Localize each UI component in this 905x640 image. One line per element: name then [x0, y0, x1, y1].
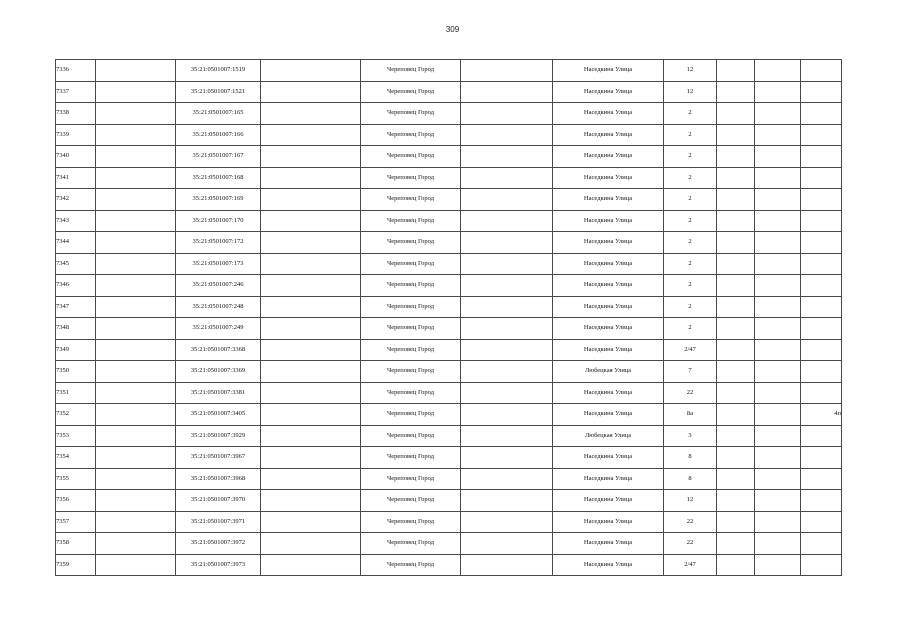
- premises-number-cell: [801, 146, 842, 168]
- cadastral-number-cell: 35:21:0501007:3973: [176, 554, 261, 576]
- city-cell: Череповец Город: [361, 382, 461, 404]
- empty-cell: [755, 146, 801, 168]
- street-cell: Наседкина Улица: [553, 318, 664, 340]
- house-number-cell: 2: [664, 296, 717, 318]
- empty-cell: [261, 103, 361, 125]
- table-row: [56, 533, 842, 555]
- table-row: [56, 490, 842, 512]
- empty-cell: [261, 275, 361, 297]
- street-cell: Наседкина Улица: [553, 60, 664, 82]
- record-number-cell: 7355: [56, 468, 96, 490]
- empty-cell: [261, 404, 361, 426]
- city-cell: Череповец Город: [361, 253, 461, 275]
- empty-cell: [261, 253, 361, 275]
- empty-cell: [96, 533, 176, 555]
- city-cell: Череповец Город: [361, 404, 461, 426]
- record-number-cell: 7341: [56, 167, 96, 189]
- street-cell: Наседкина Улица: [553, 554, 664, 576]
- empty-cell: [96, 490, 176, 512]
- city-cell: Череповец Город: [361, 296, 461, 318]
- record-number-cell: 7344: [56, 232, 96, 254]
- empty-cell: [261, 339, 361, 361]
- empty-cell: [261, 490, 361, 512]
- empty-cell: [717, 167, 755, 189]
- cadastral-number-cell: 35:21:0501007:3405: [176, 404, 261, 426]
- empty-cell: [261, 468, 361, 490]
- empty-cell: [261, 425, 361, 447]
- premises-number-cell: [801, 103, 842, 125]
- empty-cell: [717, 103, 755, 125]
- table-row: [56, 554, 842, 576]
- street-cell: Наседкина Улица: [553, 275, 664, 297]
- house-number-cell: 8: [664, 447, 717, 469]
- street-cell: Наседкина Улица: [553, 81, 664, 103]
- table-row: [56, 425, 842, 447]
- empty-cell: [717, 189, 755, 211]
- street-cell: Наседкина Улица: [553, 189, 664, 211]
- empty-cell: [755, 382, 801, 404]
- premises-number-cell: [801, 511, 842, 533]
- city-cell: Череповец Город: [361, 339, 461, 361]
- empty-cell: [461, 189, 553, 211]
- empty-cell: [755, 318, 801, 340]
- premises-number-cell: [801, 490, 842, 512]
- empty-cell: [755, 361, 801, 383]
- street-cell: Наседкина Улица: [553, 339, 664, 361]
- house-number-cell: 22: [664, 511, 717, 533]
- street-cell: Наседкина Улица: [553, 533, 664, 555]
- empty-cell: [717, 447, 755, 469]
- empty-cell: [461, 490, 553, 512]
- city-cell: Череповец Город: [361, 490, 461, 512]
- premises-number-cell: [801, 296, 842, 318]
- empty-cell: [96, 210, 176, 232]
- table-row: [56, 275, 842, 297]
- record-number-cell: 7354: [56, 447, 96, 469]
- cadastral-number-cell: 35:21:0501007:3971: [176, 511, 261, 533]
- table-row: [56, 318, 842, 340]
- house-number-cell: 12: [664, 60, 717, 82]
- table-row: [56, 124, 842, 146]
- empty-cell: [96, 103, 176, 125]
- empty-cell: [755, 425, 801, 447]
- record-number-cell: 7340: [56, 146, 96, 168]
- table-row: [56, 296, 842, 318]
- premises-number-cell: [801, 275, 842, 297]
- empty-cell: [96, 425, 176, 447]
- empty-cell: [461, 210, 553, 232]
- city-cell: Череповец Город: [361, 124, 461, 146]
- empty-cell: [717, 296, 755, 318]
- empty-cell: [261, 60, 361, 82]
- empty-cell: [755, 210, 801, 232]
- premises-number-cell: [801, 425, 842, 447]
- record-number-cell: 7357: [56, 511, 96, 533]
- empty-cell: [755, 103, 801, 125]
- table-row: [56, 447, 842, 469]
- empty-cell: [96, 167, 176, 189]
- house-number-cell: 2: [664, 275, 717, 297]
- empty-cell: [461, 533, 553, 555]
- empty-cell: [96, 318, 176, 340]
- cadastral-number-cell: 35:21:0501007:167: [176, 146, 261, 168]
- empty-cell: [261, 447, 361, 469]
- empty-cell: [96, 361, 176, 383]
- empty-cell: [261, 146, 361, 168]
- empty-cell: [755, 167, 801, 189]
- house-number-cell: 12: [664, 81, 717, 103]
- empty-cell: [717, 275, 755, 297]
- empty-cell: [755, 81, 801, 103]
- empty-cell: [261, 296, 361, 318]
- empty-cell: [717, 533, 755, 555]
- record-number-cell: 7348: [56, 318, 96, 340]
- table-row: [56, 511, 842, 533]
- premises-number-cell: [801, 81, 842, 103]
- premises-number-cell: [801, 533, 842, 555]
- table-row: [56, 468, 842, 490]
- table-row: [56, 210, 842, 232]
- empty-cell: [717, 81, 755, 103]
- empty-cell: [461, 554, 553, 576]
- house-number-cell: 2: [664, 146, 717, 168]
- house-number-cell: 2: [664, 124, 717, 146]
- house-number-cell: 2: [664, 210, 717, 232]
- record-number-cell: 7339: [56, 124, 96, 146]
- empty-cell: [96, 81, 176, 103]
- house-number-cell: 2: [664, 189, 717, 211]
- record-number-cell: 7359: [56, 554, 96, 576]
- empty-cell: [261, 167, 361, 189]
- empty-cell: [461, 167, 553, 189]
- city-cell: Череповец Город: [361, 189, 461, 211]
- record-number-cell: 7345: [56, 253, 96, 275]
- city-cell: Череповец Город: [361, 318, 461, 340]
- house-number-cell: 22: [664, 533, 717, 555]
- empty-cell: [461, 468, 553, 490]
- premises-number-cell: [801, 167, 842, 189]
- cadastral-number-cell: 35:21:0501007:169: [176, 189, 261, 211]
- empty-cell: [717, 146, 755, 168]
- house-number-cell: 3: [664, 425, 717, 447]
- street-cell: Наседкина Улица: [553, 296, 664, 318]
- cadastral-number-cell: 35:21:0501007:3968: [176, 468, 261, 490]
- empty-cell: [755, 468, 801, 490]
- empty-cell: [755, 404, 801, 426]
- empty-cell: [96, 253, 176, 275]
- empty-cell: [461, 232, 553, 254]
- empty-cell: [717, 232, 755, 254]
- empty-cell: [461, 511, 553, 533]
- empty-cell: [96, 339, 176, 361]
- premises-number-cell: [801, 124, 842, 146]
- empty-cell: [461, 81, 553, 103]
- empty-cell: [461, 275, 553, 297]
- empty-cell: [461, 318, 553, 340]
- record-number-cell: 7358: [56, 533, 96, 555]
- record-number-cell: 7346: [56, 275, 96, 297]
- premises-number-cell: [801, 60, 842, 82]
- empty-cell: [96, 404, 176, 426]
- premises-number-cell: [801, 232, 842, 254]
- record-number-cell: 7343: [56, 210, 96, 232]
- street-cell: Наседкина Улица: [553, 447, 664, 469]
- cadastral-number-cell: 35:21:0501007:3929: [176, 425, 261, 447]
- empty-cell: [755, 253, 801, 275]
- empty-cell: [261, 124, 361, 146]
- cadastral-number-cell: 35:21:0501007:248: [176, 296, 261, 318]
- empty-cell: [717, 253, 755, 275]
- record-number-cell: 7338: [56, 103, 96, 125]
- street-cell: Наседкина Улица: [553, 253, 664, 275]
- city-cell: Череповец Город: [361, 425, 461, 447]
- record-number-cell: 7337: [56, 81, 96, 103]
- cadastral-number-cell: 35:21:0501007:1519: [176, 60, 261, 82]
- record-number-cell: 7342: [56, 189, 96, 211]
- city-cell: Череповец Город: [361, 232, 461, 254]
- empty-cell: [96, 382, 176, 404]
- record-number-cell: 7356: [56, 490, 96, 512]
- house-number-cell: 8а: [664, 404, 717, 426]
- house-number-cell: 2: [664, 253, 717, 275]
- empty-cell: [461, 146, 553, 168]
- street-cell: Наседкина Улица: [553, 103, 664, 125]
- empty-cell: [717, 554, 755, 576]
- cadastral-number-cell: 35:21:0501007:3967: [176, 447, 261, 469]
- city-cell: Череповец Город: [361, 275, 461, 297]
- empty-cell: [755, 511, 801, 533]
- record-number-cell: 7336: [56, 60, 96, 82]
- empty-cell: [717, 60, 755, 82]
- empty-cell: [717, 361, 755, 383]
- city-cell: Череповец Город: [361, 468, 461, 490]
- table-row: [56, 232, 842, 254]
- empty-cell: [261, 232, 361, 254]
- empty-cell: [717, 210, 755, 232]
- street-cell: Наседкина Улица: [553, 146, 664, 168]
- street-cell: Наседкина Улица: [553, 210, 664, 232]
- cadastral-number-cell: 35:21:0501007:165: [176, 103, 261, 125]
- empty-cell: [755, 232, 801, 254]
- cadastral-number-cell: 35:21:0501007:172: [176, 232, 261, 254]
- record-number-cell: 7347: [56, 296, 96, 318]
- street-cell: Любецкая Улица: [553, 425, 664, 447]
- table-row: [56, 404, 842, 426]
- empty-cell: [96, 468, 176, 490]
- cadastral-number-cell: 35:21:0501007:170: [176, 210, 261, 232]
- record-number-cell: 7352: [56, 404, 96, 426]
- cadastral-number-cell: 35:21:0501007:3970: [176, 490, 261, 512]
- table-row: [56, 361, 842, 383]
- empty-cell: [96, 60, 176, 82]
- city-cell: Череповец Город: [361, 103, 461, 125]
- city-cell: Череповец Город: [361, 511, 461, 533]
- cadastral-number-cell: 35:21:0501007:3369: [176, 361, 261, 383]
- table-row: [56, 189, 842, 211]
- city-cell: Череповец Город: [361, 554, 461, 576]
- empty-cell: [461, 253, 553, 275]
- premises-number-cell: [801, 253, 842, 275]
- premises-number-cell: [801, 361, 842, 383]
- street-cell: Наседкина Улица: [553, 468, 664, 490]
- cadastral-number-cell: 35:21:0501007:168: [176, 167, 261, 189]
- empty-cell: [755, 554, 801, 576]
- house-number-cell: 22: [664, 382, 717, 404]
- city-cell: Череповец Город: [361, 361, 461, 383]
- empty-cell: [755, 490, 801, 512]
- city-cell: Череповец Город: [361, 533, 461, 555]
- page-number: 309: [445, 25, 460, 34]
- empty-cell: [261, 361, 361, 383]
- premises-number-cell: [801, 554, 842, 576]
- premises-number-cell: [801, 468, 842, 490]
- empty-cell: [96, 146, 176, 168]
- city-cell: Череповец Город: [361, 210, 461, 232]
- empty-cell: [717, 511, 755, 533]
- table-row: [56, 103, 842, 125]
- registry-table-body: [56, 60, 842, 576]
- empty-cell: [461, 361, 553, 383]
- empty-cell: [261, 533, 361, 555]
- premises-number-cell: [801, 339, 842, 361]
- premises-number-cell: [801, 382, 842, 404]
- house-number-cell: 2: [664, 318, 717, 340]
- empty-cell: [717, 468, 755, 490]
- empty-cell: [755, 447, 801, 469]
- empty-cell: [261, 210, 361, 232]
- empty-cell: [96, 554, 176, 576]
- cadastral-number-cell: 35:21:0501007:3368: [176, 339, 261, 361]
- empty-cell: [96, 296, 176, 318]
- house-number-cell: 2: [664, 103, 717, 125]
- street-cell: Наседкина Улица: [553, 167, 664, 189]
- record-number-cell: 7351: [56, 382, 96, 404]
- city-cell: Череповец Город: [361, 81, 461, 103]
- premises-number-cell: [801, 447, 842, 469]
- empty-cell: [461, 296, 553, 318]
- house-number-cell: 2: [664, 232, 717, 254]
- city-cell: Череповец Город: [361, 60, 461, 82]
- empty-cell: [755, 339, 801, 361]
- empty-cell: [461, 124, 553, 146]
- house-number-cell: 2: [664, 167, 717, 189]
- table-row: [56, 81, 842, 103]
- cadastral-number-cell: 35:21:0501007:249: [176, 318, 261, 340]
- street-cell: Наседкина Улица: [553, 232, 664, 254]
- city-cell: Череповец Город: [361, 146, 461, 168]
- cadastral-number-cell: 35:21:0501007:246: [176, 275, 261, 297]
- record-number-cell: 7350: [56, 361, 96, 383]
- empty-cell: [755, 296, 801, 318]
- empty-cell: [96, 511, 176, 533]
- table-row: [56, 253, 842, 275]
- empty-cell: [717, 124, 755, 146]
- empty-cell: [96, 275, 176, 297]
- street-cell: Наседкина Улица: [553, 490, 664, 512]
- record-number-cell: 7353: [56, 425, 96, 447]
- empty-cell: [461, 60, 553, 82]
- street-cell: Наседкина Улица: [553, 124, 664, 146]
- empty-cell: [261, 81, 361, 103]
- empty-cell: [461, 339, 553, 361]
- premises-number-cell: [801, 318, 842, 340]
- empty-cell: [717, 425, 755, 447]
- empty-cell: [461, 382, 553, 404]
- empty-cell: [755, 275, 801, 297]
- empty-cell: [261, 382, 361, 404]
- street-cell: Наседкина Улица: [553, 404, 664, 426]
- table-row: [56, 146, 842, 168]
- table-row: [56, 60, 842, 82]
- house-number-cell: 12: [664, 490, 717, 512]
- empty-cell: [461, 404, 553, 426]
- street-cell: Наседкина Улица: [553, 382, 664, 404]
- street-cell: Наседкина Улица: [553, 511, 664, 533]
- empty-cell: [717, 382, 755, 404]
- city-cell: Череповец Город: [361, 447, 461, 469]
- empty-cell: [261, 318, 361, 340]
- table-row: [56, 339, 842, 361]
- empty-cell: [755, 60, 801, 82]
- empty-cell: [96, 447, 176, 469]
- empty-cell: [717, 490, 755, 512]
- cadastral-number-cell: 35:21:0501007:166: [176, 124, 261, 146]
- registry-table: [55, 59, 842, 576]
- empty-cell: [461, 103, 553, 125]
- house-number-cell: 2/47: [664, 339, 717, 361]
- house-number-cell: 8: [664, 468, 717, 490]
- table-row: [56, 167, 842, 189]
- record-number-cell: 7349: [56, 339, 96, 361]
- empty-cell: [261, 189, 361, 211]
- house-number-cell: 2/47: [664, 554, 717, 576]
- table-row: [56, 382, 842, 404]
- empty-cell: [755, 189, 801, 211]
- empty-cell: [755, 533, 801, 555]
- premises-number-cell: [801, 210, 842, 232]
- house-number-cell: 7: [664, 361, 717, 383]
- empty-cell: [755, 124, 801, 146]
- empty-cell: [717, 318, 755, 340]
- street-cell: Любецкая Улица: [553, 361, 664, 383]
- empty-cell: [717, 339, 755, 361]
- cadastral-number-cell: 35:21:0501007:173: [176, 253, 261, 275]
- empty-cell: [261, 511, 361, 533]
- premises-number-cell: 4п: [801, 404, 842, 426]
- empty-cell: [461, 425, 553, 447]
- empty-cell: [96, 124, 176, 146]
- empty-cell: [96, 232, 176, 254]
- empty-cell: [717, 404, 755, 426]
- cadastral-number-cell: 35:21:0501007:3972: [176, 533, 261, 555]
- premises-number-cell: [801, 189, 842, 211]
- empty-cell: [261, 554, 361, 576]
- cadastral-number-cell: 35:21:0501007:3381: [176, 382, 261, 404]
- city-cell: Череповец Город: [361, 167, 461, 189]
- cadastral-number-cell: 35:21:0501007:1521: [176, 81, 261, 103]
- empty-cell: [461, 447, 553, 469]
- empty-cell: [96, 189, 176, 211]
